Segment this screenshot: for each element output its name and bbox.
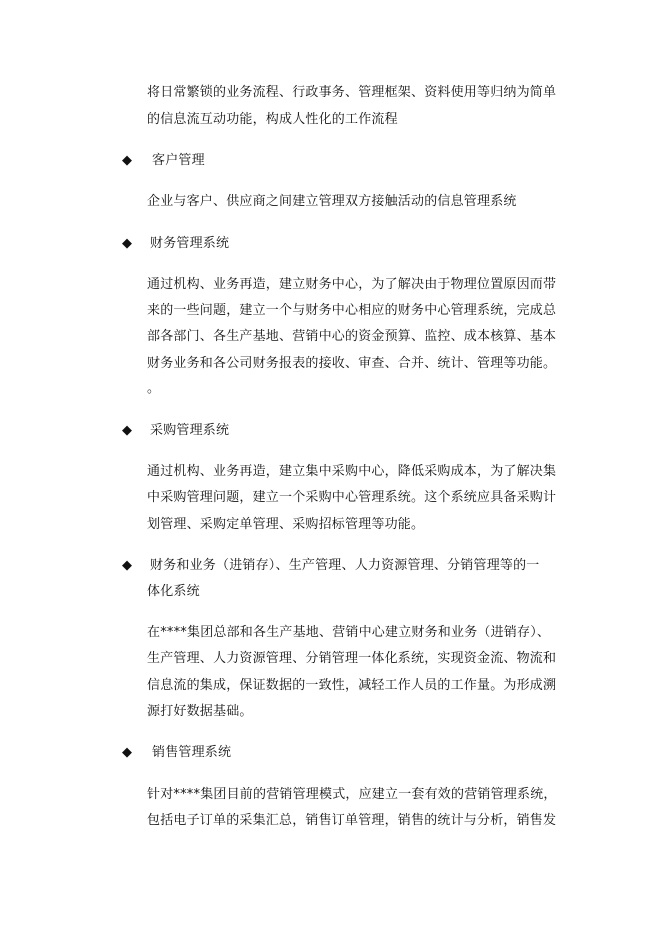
customer-line-1: 企业与客户、供应商之间建立管理双方接触活动的信息管理系统 [147,194,517,209]
purchase-line-1: 通过机构、业务再造，建立集中采购中心，降低采购成本，为了解决集 [147,464,557,479]
integration-line-3: 信息流的集成，保证数据的一致性，减轻工作人员的工作量。为形成溯 [147,678,557,693]
finance-line-2: 来的一些问题，建立一个与财务中心相应的财务中心管理系统，完成总 [147,303,557,318]
sales-line-1: 针对****集团目前的营销管理模式，应建立一套有效的营销管理系统， [147,787,557,802]
section-heading-sales: 销售管理系统 [152,745,232,760]
finance-line-1: 通过机构、业务再造，建立财务中心，为了解决由于物理位置原因而带 [147,277,557,292]
diamond-bullet-icon: ◆ [122,236,132,251]
purchase-line-2: 中采购管理问题，建立一个采购中心管理系统。这个系统应具备采购计 [147,490,557,505]
sales-line-2: 包括电子订单的采集汇总，销售订单管理，销售的统计与分析，销售发 [147,813,557,828]
intro-line-2: 的信息流互动功能，构成人性化的工作流程 [147,112,398,127]
section-heading-integration-line-2: 体化系统 [147,584,200,599]
integration-line-1: 在****集团总部和各生产基地、营销中心建立财务和业务（进销存）、 [147,625,551,640]
intro-line-1: 将日常繁锁的业务流程、行政事务、管理框架、资料使用等归纳为简单 [147,85,557,100]
section-heading-finance: 财务管理系统 [150,236,230,251]
purchase-line-3: 划管理、采购定单管理、采购招标管理等功能。 [147,517,425,532]
diamond-bullet-icon: ◆ [122,745,132,760]
diamond-bullet-icon: ◆ [122,423,132,438]
integration-line-2: 生产管理、人力资源管理、分销管理一体化系统，实现资金流、物流和 [147,651,557,666]
finance-line-4: 财务业务和各公司财务报表的接收、审查、合并、统计、管理等功能。 [147,356,557,371]
finance-line-3: 部各部门、各生产基地、营销中心的资金预算、监控、成本核算、基本 [147,329,557,344]
section-heading-customer: 客户管理 [152,153,205,168]
finance-line-5: 。 [147,381,161,396]
section-heading-purchase: 采购管理系统 [150,423,230,438]
diamond-bullet-icon: ◆ [122,558,132,573]
section-heading-integration-line-1: 财务和业务（进销存）、生产管理、人力资源管理、分销管理等的一 [150,558,540,573]
integration-line-4: 源打好数据基础。 [147,704,253,719]
diamond-bullet-icon: ◆ [122,153,132,168]
